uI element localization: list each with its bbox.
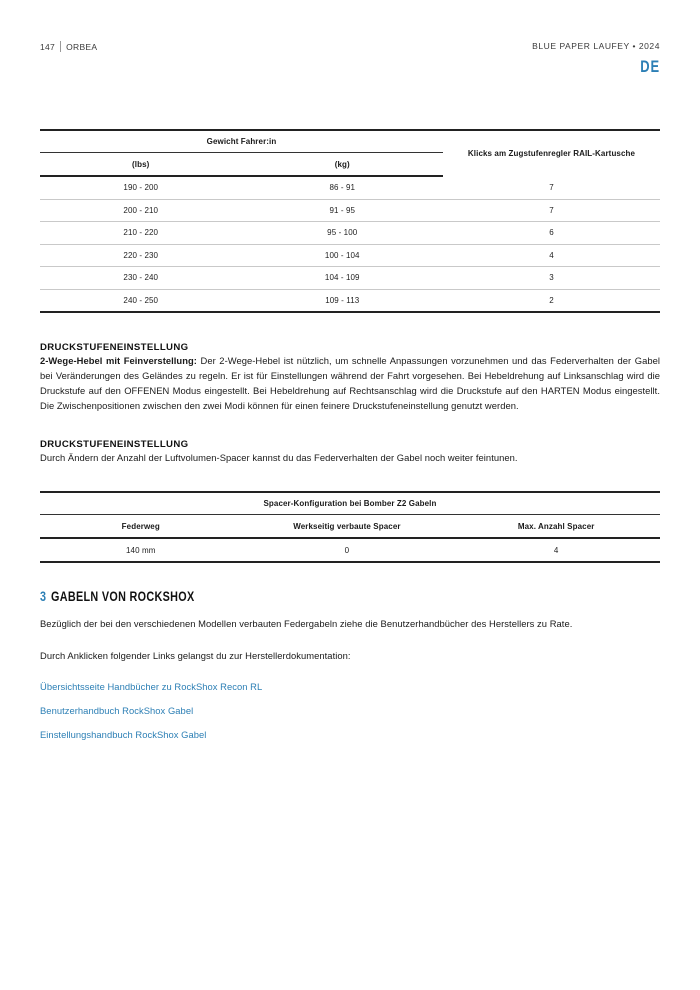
manufacturer-links-list xyxy=(40,679,660,742)
links-intro-paragraph: Durch Anklicken folgender Links gelangst du zur Herstellerdokumentation: xyxy=(40,649,351,661)
chapter-intro-paragraph: Bezüglich der bei den verschiedenen Modellen verbauten Federgabeln ziehe die Benutzerhandbücher des Herstellers zu Rate. xyxy=(40,618,573,630)
cell-kg: 86 - 91 xyxy=(242,176,444,199)
cell-clicks: 6 xyxy=(443,222,660,245)
link-rockshox-recon-rl-overview[interactable]: Übersichtsseite Handbücher zu RockShox Recon RL xyxy=(40,680,263,692)
spacer-config-table xyxy=(40,491,660,563)
cell-clicks: 7 xyxy=(443,199,660,222)
cell-lbs: 230 - 240 xyxy=(40,267,242,290)
cell-lbs: 200 - 210 xyxy=(40,199,242,222)
table-head xyxy=(40,130,660,176)
cell-kg: 109 - 113 xyxy=(242,289,444,312)
spacer-table-title: Spacer-Konfiguration bei Bomber Z2 Gabeln xyxy=(40,492,660,515)
page-number: 147 xyxy=(40,41,56,52)
table-row xyxy=(40,289,660,312)
header-page-identifier xyxy=(40,41,97,52)
table-row xyxy=(40,176,660,199)
cell-kg: 100 - 104 xyxy=(242,244,444,267)
column-header-clicks: Klicks am Zugstufenregler RAIL-Kartusche xyxy=(443,130,660,176)
chapter-heading xyxy=(40,590,660,604)
document-title: BLUE PAPER LAUFEY • 2024 xyxy=(532,41,660,51)
cell-kg: 104 - 109 xyxy=(242,267,444,290)
column-header-max-spacer: Max. Anzahl Spacer xyxy=(452,515,660,539)
link-rockshox-user-manual[interactable]: Benutzerhandbuch RockShox Gabel xyxy=(40,704,194,716)
section-heading-spacer: DRUCKSTUFENEINSTELLUNG xyxy=(40,439,189,451)
table-row xyxy=(40,199,660,222)
brand-name: ORBEA xyxy=(66,41,98,52)
section-spacer-paragraph: Durch Ändern der Anzahl der Luftvolumen-Spacer kannst du das Federverhalten der Gabel noch weiter feintunen. xyxy=(40,452,518,464)
cell-lbs: 210 - 220 xyxy=(40,222,242,245)
cell-werkseitig: 0 xyxy=(242,538,453,562)
table-body xyxy=(40,538,660,562)
column-header-lbs: (lbs) xyxy=(40,153,242,177)
table-body xyxy=(40,176,660,312)
table-header-group-row xyxy=(40,130,660,153)
cell-clicks: 4 xyxy=(443,244,660,267)
paragraph-lead-in: 2-Wege-Hebel mit Feinverstellung: xyxy=(40,355,197,366)
table-head xyxy=(40,492,660,538)
cell-lbs: 220 - 230 xyxy=(40,244,242,267)
table-row xyxy=(40,267,660,290)
language-badge: DE xyxy=(640,57,660,76)
cell-clicks: 2 xyxy=(443,289,660,312)
column-header-federweg: Federweg xyxy=(40,515,242,539)
cell-max-spacer: 4 xyxy=(452,538,660,562)
cell-federweg: 140 mm xyxy=(40,538,242,562)
table-header-row xyxy=(40,515,660,539)
cell-clicks: 3 xyxy=(443,267,660,290)
cell-clicks: 7 xyxy=(443,176,660,199)
table-row xyxy=(40,244,660,267)
table-title-row xyxy=(40,492,660,515)
table-row xyxy=(40,538,660,562)
cell-kg: 95 - 100 xyxy=(242,222,444,245)
link-rockshox-setup-manual[interactable]: Einstellungshandbuch RockShox Gabel xyxy=(40,728,207,740)
table-row xyxy=(40,222,660,245)
section-heading-compression: DRUCKSTUFENEINSTELLUNG xyxy=(40,342,189,353)
section-compression xyxy=(40,342,660,413)
column-group-header-weight: Gewicht Fahrer:in xyxy=(40,130,443,153)
paragraph-body: Der 2-Wege-Hebel ist nützlich, um schnelle Anpassungen vorzunehmen und das Federverhalten der Gabel bei Veränderungen des Geländes zu regeln. Er ist für Einstellungen während der Fahrt vorgesehen. Bei Hebeldrehung auf Linksanschlag wird die Druckstufe auf den OFFENEN Modus eingestellt. Bei Hebeldrehung auf Rechtsanschlag wird die Druckstufe auf den HARTEN Modus eingestellt. Die Zwischenpositionen zwischen den zwei Modi können für einen feinere Druckstufeneinstellung genutzt werden. xyxy=(40,355,661,412)
column-header-kg: (kg) xyxy=(242,153,444,177)
section-spacer-tuning xyxy=(40,439,660,465)
page-header xyxy=(40,0,660,86)
cell-kg: 91 - 95 xyxy=(242,199,444,222)
section-compression-paragraph xyxy=(40,353,660,413)
chapter-title: GABELN VON ROCKSHOX xyxy=(50,588,195,604)
chapter-number: 3 xyxy=(40,588,47,604)
header-divider xyxy=(60,41,61,52)
column-header-werkseitig: Werkseitig verbaute Spacer xyxy=(242,515,453,539)
cell-lbs: 190 - 200 xyxy=(40,176,242,199)
rider-weight-table xyxy=(40,129,660,313)
cell-lbs: 240 - 250 xyxy=(40,289,242,312)
